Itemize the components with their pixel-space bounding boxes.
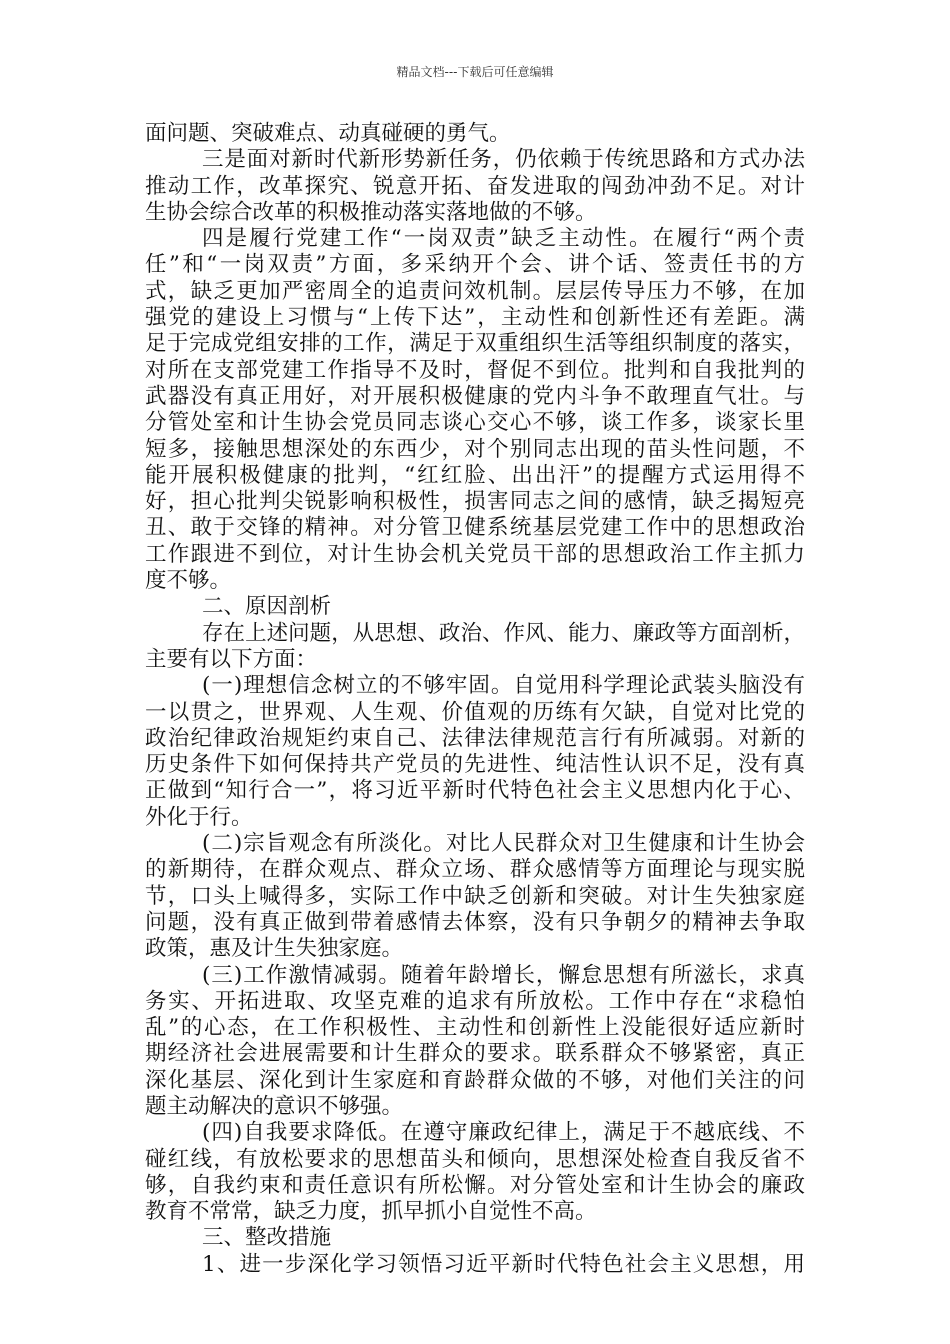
text-line: 碰红线，有放松要求的思想苗头和倾向，思想深处检查自我反省不 <box>145 1146 805 1172</box>
text-line: 度不够。 <box>145 568 232 594</box>
text-line: 外化于行。 <box>145 804 253 830</box>
text-line: 政治纪律政治规矩约束自己、法律法律规范言行有所减弱。对新的 <box>145 725 805 751</box>
text-line: 政策，惠及计生失独家庭。 <box>145 936 404 962</box>
text-line: 二、原因剖析 <box>202 594 332 620</box>
text-line: 工作跟进不到位，对计生协会机关党员干部的思想政治工作主抓力 <box>145 541 805 567</box>
page-header: 精品文档---下载后可任意编辑 <box>396 65 554 79</box>
paragraph <box>145 963 805 1121</box>
text-line: 主要有以下方面： <box>145 646 318 672</box>
text-line: 历史条件下如何保持共产党员的先进性、纯洁性认识不足，没有真 <box>145 752 805 778</box>
text-line: (三)工作激情减弱。随着年龄增长，懈怠思想有所滋长，求真 <box>202 962 805 988</box>
paragraph <box>145 1120 805 1225</box>
text-line: 分管处室和计生协会党员同志谈心交心不够，谈工作多，谈家长里 <box>145 410 805 436</box>
text-line: 武器没有真正用好，对开展积极健康的党内斗争不敢理直气壮。与 <box>145 383 805 409</box>
paragraph <box>145 226 805 594</box>
text-line: 推动工作，改革探究、锐意开拓、奋发进取的闯劲冲劲不足。对计 <box>145 173 805 199</box>
text-line: 面问题、突破难点、动真碰硬的勇气。 <box>145 121 511 146</box>
paragraph <box>145 147 805 226</box>
text-line: 任”和“一岗双责”方面，多采纳开个会、讲个话、签责任书的方 <box>145 252 805 278</box>
text-line: 题主动解决的意识不够强。 <box>145 1093 404 1119</box>
text-line: (四)自我要求降低。在遵守廉政纪律上，满足于不越底线、不 <box>202 1120 805 1146</box>
text-line: 务实、开拓进取、攻坚克难的追求有所放松。工作中存在“求稳怕 <box>145 988 805 1014</box>
text-line: 够，自我约束和责任意识有所松懈。对分管处室和计生协会的廉政 <box>145 1172 805 1198</box>
text-line: 一以贯之，世界观、人生观、价值观的历练有欠缺，自觉对比党的 <box>145 699 805 725</box>
text-line: 足于完成党组安排的工作，满足于双重组织生活等组织制度的落实， <box>145 331 805 357</box>
text-line: 能开展积极健康的批判，“红红脸、出出汗”的提醒方式运用得不 <box>145 462 805 488</box>
paragraph <box>145 594 805 620</box>
paragraph <box>145 831 805 962</box>
text-line: 乱”的心态，在工作积极性、主动性和创新性上没能很好适应新时 <box>145 1015 805 1041</box>
text-line: 深化基层、深化到计生家庭和育龄群众做的不够，对他们关注的问 <box>145 1067 805 1093</box>
text-line: 短多，接触思想深处的东西少，对个别同志出现的苗头性问题，不 <box>145 436 805 462</box>
text-line: 对所在支部党建工作指导不及时，督促不到位。批判和自我批判的 <box>145 357 805 383</box>
text-line: 节，口头上喊得多，实际工作中缺乏创新和突破。对计生失独家庭 <box>145 883 805 909</box>
text-line: 强党的建设上习惯与“上传下达”，主动性和创新性还有差距。满 <box>145 305 805 331</box>
text-line: 的新期待，在群众观点、群众立场、群众感情等方面理论与现实脱 <box>145 857 805 883</box>
text-line: (一)理想信念树立的不够牢固。自觉用科学理论武装头脑没有 <box>202 673 805 699</box>
paragraph <box>145 673 805 831</box>
document-body <box>145 121 805 1278</box>
text-line: 教育不常常，缺乏力度，抓早抓小自觉性不高。 <box>145 1199 597 1225</box>
text-line: 正做到“知行合一”，将习近平新时代特色社会主义思想内化于心、 <box>145 778 805 804</box>
text-line: 丑、敢于交锋的精神。对分管卫健系统基层党建工作中的思想政治 <box>145 515 805 541</box>
text-line: 期经济社会进展需要和计生群众的要求。联系群众不够紧密，真正 <box>145 1041 805 1067</box>
paragraph <box>145 621 805 674</box>
paragraph <box>145 1225 805 1251</box>
text-line: (二)宗旨观念有所淡化。对比人民群众对卫生健康和计生协会 <box>202 831 805 857</box>
text-line: 三是面对新时代新形势新任务，仍依赖于传统思路和方式办法 <box>202 147 805 173</box>
paragraph <box>145 121 805 147</box>
text-line: 问题，没有真正做到带着感情去体察，没有只争朝夕的精神去争取 <box>145 909 805 935</box>
text-line: 三、整改措施 <box>202 1225 332 1251</box>
text-line: 存在上述问题，从思想、政治、作风、能力、廉政等方面剖析， <box>202 620 805 646</box>
text-line: 生协会综合改革的积极推动落实落地做的不够。 <box>145 199 597 225</box>
text-line: 好，担心批判尖锐影响积极性，损害同志之间的感情，缺乏揭短亮 <box>145 489 805 515</box>
paragraph <box>145 1252 805 1278</box>
text-line: 1、进一步深化学习领悟习近平新时代特色社会主义思想，用 <box>202 1251 805 1277</box>
text-line: 四是履行党建工作“一岗双责”缺乏主动性。在履行“两个责 <box>202 226 805 252</box>
text-line: 式，缺乏更加严密周全的追责问效机制。层层传导压力不够，在加 <box>145 278 805 304</box>
